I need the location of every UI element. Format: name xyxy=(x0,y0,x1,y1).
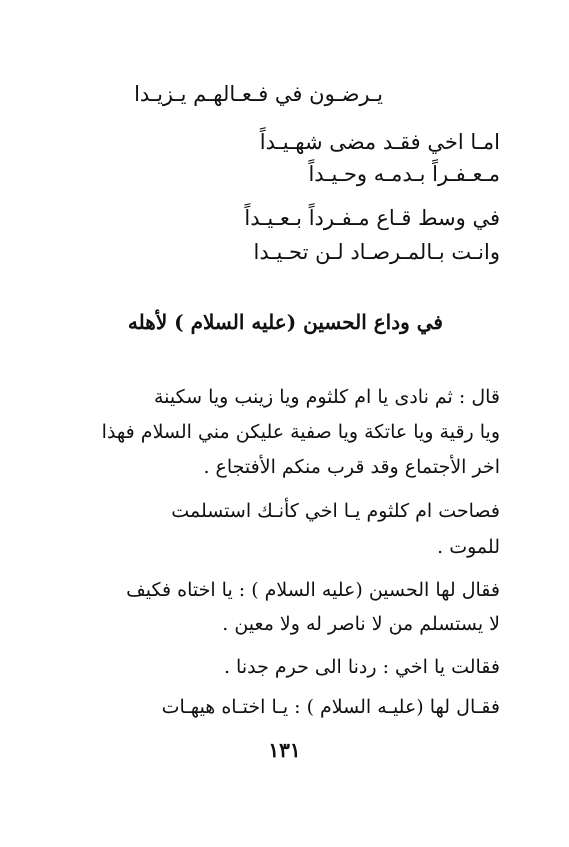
poem-line: في وسط قـاع مـفـرداً بـعـيـداً xyxy=(244,206,500,230)
paragraph-line: فقال لها الحسين (عليه السلام ) : يا اختاه فكيف xyxy=(126,579,500,601)
paragraph-line: للموت . xyxy=(437,536,500,558)
section-heading: في وداع الحسين (عليه السلام ) لأهله xyxy=(127,310,443,334)
poem-line: مـعـفـراً بـدمـه وحـيـداً xyxy=(308,162,500,186)
paragraph-line: قال : ثم نادى يا ام كلثوم ويا زينب ويا سكينة xyxy=(153,386,500,408)
paragraph-line: اخر الأجتماع وقد قرب منكم الأفتجاع . xyxy=(203,456,500,478)
paragraph-line: فقـال لها (عليـه السلام ) : يـا اختـاه هيهـات xyxy=(161,696,500,718)
paragraph-line: ويا رقية ويا عاتكة ويا صفية عليكن مني السلام فهذا xyxy=(101,421,500,443)
poem-line: وانـت بـالمـرصـاد لـن تحـيـدا xyxy=(253,240,500,264)
poem-line: يـرضـون في فـعـالهـم يـزيـدا xyxy=(134,82,383,106)
poem-line: امـا اخي فقـد مضى شهـيـداً xyxy=(259,130,500,154)
paragraph-line: فصاحت ام كلثوم يـا اخي كأنـك استسلمت xyxy=(171,500,500,522)
page-number: ١٣١ xyxy=(268,738,301,762)
paragraph-line: فقالت يا اخي : ردنا الى حرم جدنا . xyxy=(223,656,500,678)
paragraph-line: لا يستسلم من لا ناصر له ولا معين . xyxy=(222,613,500,635)
